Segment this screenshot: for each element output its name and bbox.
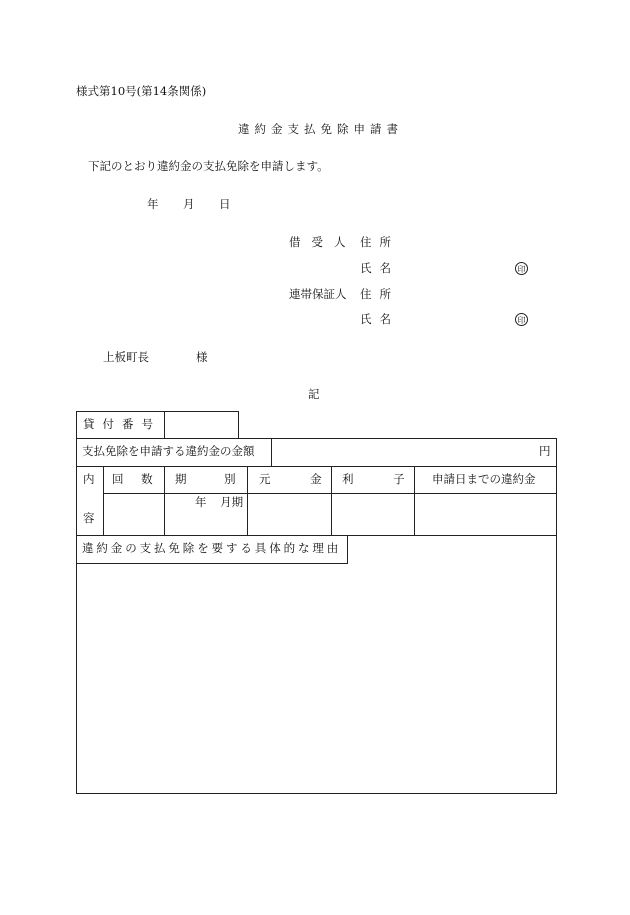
- addressee-honorific: 様: [196, 350, 208, 364]
- borrower-label: 借受人: [289, 235, 357, 249]
- ki-mark: 記: [308, 387, 320, 401]
- content-col-divider-1: [164, 466, 165, 535]
- col-period-header: 期 別: [175, 472, 236, 486]
- guarantor-address-label: 住所: [360, 287, 399, 301]
- borrower-name-label: 氏名: [360, 261, 399, 275]
- date-month-label: 月: [183, 197, 195, 211]
- col-count-header: 回 数: [112, 472, 153, 486]
- reason-label-bottom: [76, 563, 348, 564]
- reason-label-divider: [347, 535, 348, 563]
- content-col-divider-3: [331, 466, 332, 535]
- col-interest-header: 利 子: [342, 472, 405, 486]
- guarantor-seal-icon: 印: [515, 313, 528, 326]
- content-label-bottom: 容: [83, 511, 95, 525]
- guarantor-name-label: 氏名: [360, 312, 399, 326]
- document-title: 違約金支払免除申請書: [238, 122, 403, 136]
- content-header-bottom: [103, 493, 557, 494]
- main-table: [76, 438, 557, 794]
- amount-divider: [271, 438, 272, 466]
- guarantor-label: 連帯保証人: [289, 287, 347, 301]
- date-day-label: 日: [219, 197, 231, 211]
- content-col-divider-0: [103, 466, 104, 535]
- loan-number-divider: [164, 411, 165, 439]
- form-number: 様式第10号(第14条関係): [76, 84, 207, 98]
- amount-label: 支払免除を申請する違約金の金額: [82, 444, 255, 458]
- borrower-seal-icon: 印: [515, 262, 528, 275]
- content-section-bottom: [76, 535, 557, 536]
- date-year-label: 年: [147, 197, 159, 211]
- content-col-divider-4: [414, 466, 415, 535]
- addressee-name: 上板町長: [103, 350, 149, 364]
- col-principal-header: 元 金: [259, 472, 322, 486]
- amount-row-bottom: [76, 466, 557, 467]
- content-label-top: 内: [83, 472, 95, 486]
- reason-label: 違約金の支払免除を要する具体的な理由: [82, 541, 342, 555]
- yen-label: 円: [539, 444, 551, 458]
- content-col-divider-2: [247, 466, 248, 535]
- loan-number-label: 貸付番号: [83, 417, 161, 431]
- intro-text: 下記のとおり違約金の支払免除を申請します。: [88, 159, 329, 173]
- col-penalty-header: 申請日までの違約金: [432, 472, 536, 486]
- period-value: 年 月期: [195, 495, 244, 509]
- borrower-address-label: 住所: [360, 235, 399, 249]
